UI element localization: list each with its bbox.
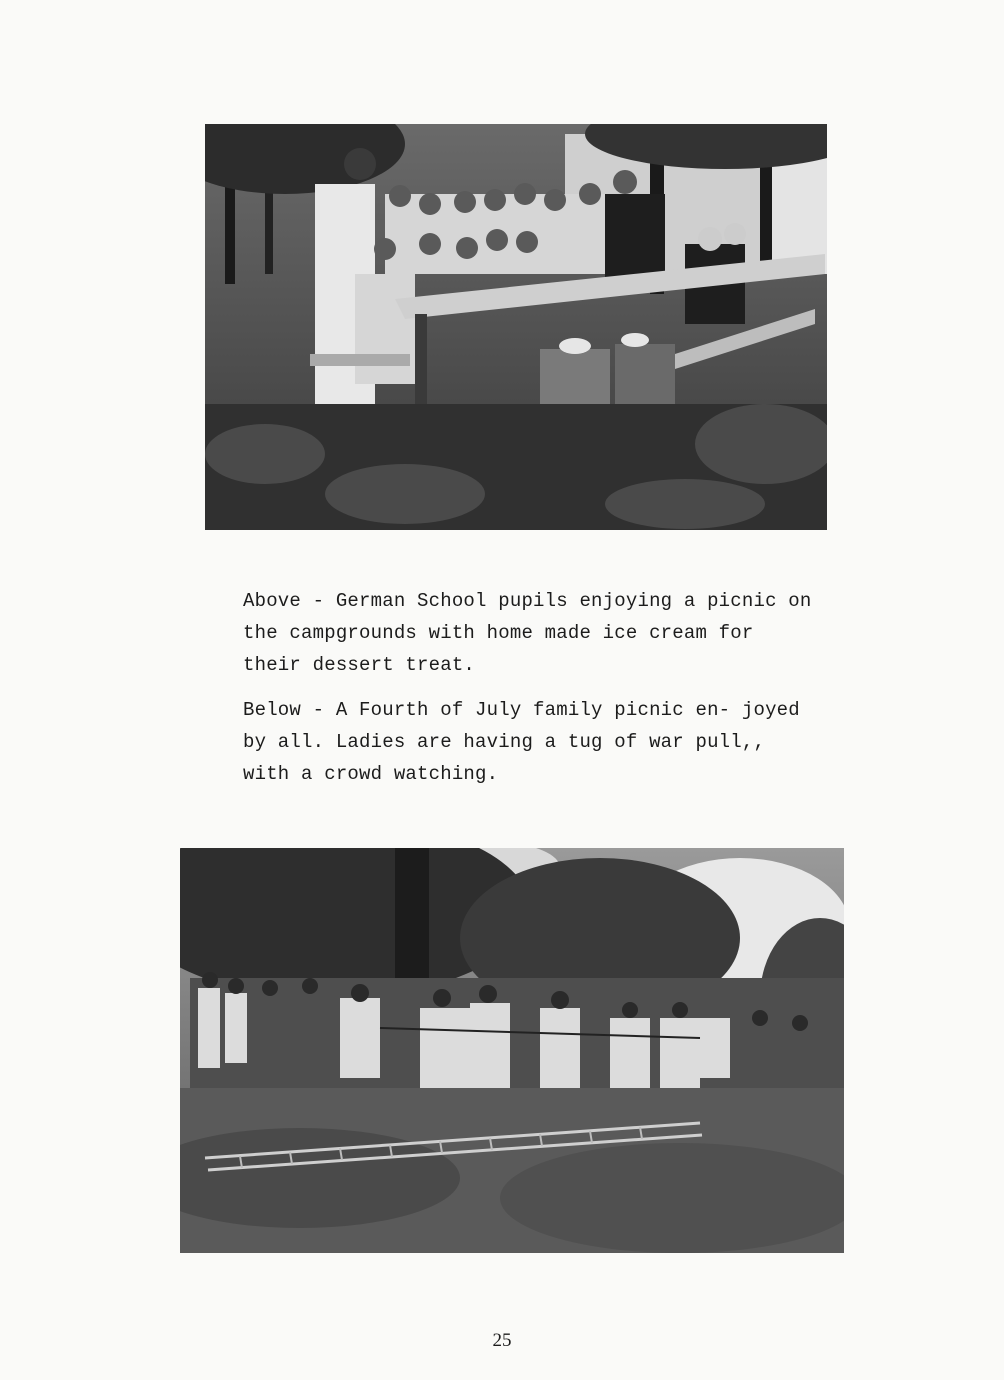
caption-above: Above - German School pupils enjoying a picnic on the campgrounds with home made ice cream for their dessert treat. [243, 590, 812, 676]
page-number: 25 [492, 1330, 512, 1351]
photo-tug-of-war [180, 848, 844, 1253]
photo-school-picnic [205, 124, 827, 530]
caption-below: Below - A Fourth of July family picnic en- joyed by all. Ladies are having a tug of war pull,, with a crowd watching. [243, 699, 800, 785]
